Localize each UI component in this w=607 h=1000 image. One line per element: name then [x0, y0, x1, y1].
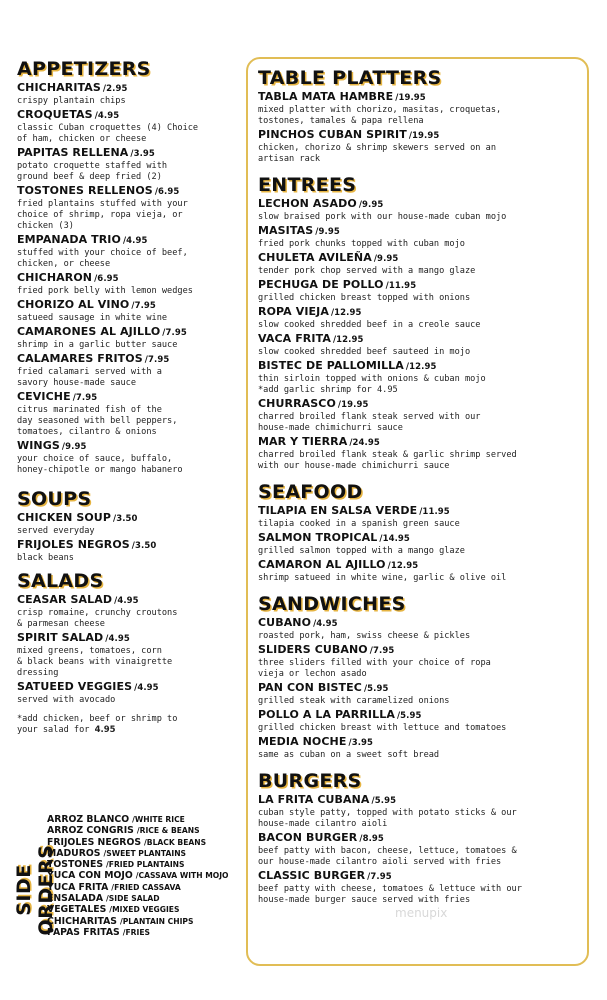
menu-item [258, 305, 587, 331]
menu-item-price: /4.95 [134, 683, 159, 693]
side-order-translation: /PLANTAIN CHIPS [119, 916, 194, 926]
side-order-translation: /SWEET PLANTAINS [103, 848, 187, 858]
menu-item-header [17, 271, 243, 286]
menu-item-price: /6.95 [154, 187, 180, 197]
menu-item [17, 680, 243, 706]
soups-section [17, 488, 243, 564]
menu-item-name: CHURRASCO [258, 397, 336, 410]
menu-item-name: CAMARON AL AJILLO [258, 558, 386, 571]
menu-item-price: /2.95 [102, 84, 128, 94]
menu-item-description: mixed greens, tomatoes, corn & black beans with vinaigrette dressing [17, 646, 173, 678]
menu-item-price: /12.95 [387, 561, 419, 571]
seafood-title: SEAFOOD [258, 481, 363, 503]
menu-item-description: charred broiled flank steak & garlic shrimp served with our house-made chimichurri sauce [258, 450, 517, 471]
menu-item-description: shrimp satueed in white wine, garlic & olive oil [258, 573, 507, 583]
side-order-translation: /SIDE SALAD [106, 894, 160, 904]
menu-item-name: SPIRIT SALAD [17, 631, 104, 644]
menu-item-name: CHORIZO AL VINO [17, 298, 130, 311]
menu-item [17, 538, 243, 564]
side-order-name: TOSTONES [47, 859, 104, 871]
side-order-name: ENSALADA [47, 893, 104, 905]
menu-item-description: citrus marinated fish of the day seasoned with bell peppers, tomatoes, cilantro & onions [17, 405, 178, 437]
menu-item-header [17, 439, 243, 454]
menu-item-name: CHICHARON [17, 271, 93, 284]
side-order-name: FRIJOLES NEGROS [47, 836, 142, 848]
menu-item [17, 108, 243, 145]
menu-item-header [258, 224, 587, 239]
side-order-item [47, 837, 229, 848]
menu-item-header [258, 558, 587, 573]
menu-item-name: CAMARONES AL AJILLO [17, 325, 161, 338]
menu-item-name: PECHUGA DE POLLO [258, 278, 384, 291]
menu-item-header [258, 735, 587, 750]
entrees-list [258, 197, 587, 472]
menu-item [258, 558, 587, 584]
side-order-item [47, 893, 229, 904]
side-order-translation: /FRIES [122, 927, 150, 937]
menu-item-header [258, 616, 587, 631]
menu-item-price: /5.95 [396, 711, 422, 721]
menu-item-description: chicken, chorizo & shrimp skewers served on an artisan rack [258, 143, 496, 164]
menu-item [17, 439, 243, 476]
appetizers-list [17, 81, 243, 476]
menu-item-header [17, 390, 243, 405]
menu-item [258, 397, 587, 434]
menu-item-header [17, 511, 243, 526]
menu-item-price: /4.95 [122, 236, 148, 246]
menu-item-name: SLIDERS CUBANO [258, 643, 368, 656]
menu-item-price: /3.95 [348, 738, 374, 748]
menu-item-name: LECHON ASADO [258, 197, 357, 210]
menu-item [17, 511, 243, 537]
menu-item [258, 708, 587, 734]
menu-item-header [258, 278, 587, 293]
menu-item-description: fried plantains stuffed with your choice of shrimp, ropa vieja, or chicken (3) [17, 199, 188, 231]
menu-item-name: CEASAR SALAD [17, 593, 113, 606]
side-order-translation: /RICE & BEANS [136, 826, 200, 836]
salad-add-note-text: *add chicken, beef or shrimp to your salad for [17, 714, 178, 735]
menu-item-name: FRIJOLES NEGROS [17, 538, 130, 551]
menu-item [258, 504, 587, 530]
menu-item-name: POLLO A LA PARRILLA [258, 708, 395, 721]
menu-item [17, 233, 243, 270]
burgers-title: BURGERS [258, 770, 362, 792]
menu-item-header [17, 81, 243, 96]
menu-item-description: slow cooked shredded beef sauteed in mojo [258, 347, 471, 357]
side-order-translation: /FRIED PLANTAINS [105, 860, 185, 870]
menu-item [258, 278, 587, 304]
burgers-list [258, 793, 587, 906]
menu-item-price: /19.95 [408, 131, 440, 141]
menu-item-price: /9.95 [373, 254, 399, 264]
menu-item-header [17, 184, 243, 199]
menu-item-description: satueed sausage in white wine [17, 313, 168, 323]
side-order-name: MADUROS [47, 847, 101, 859]
menu-item-description: grilled chicken breast with lettuce and tomatoes [258, 723, 507, 733]
menu-item-price: /24.95 [349, 438, 380, 448]
menu-item-header [17, 631, 243, 646]
menu-item-description: classic Cuban croquettes (4) Choice of ham, chicken or cheese [17, 123, 199, 144]
menu-item [258, 831, 587, 868]
menu-item [258, 332, 587, 358]
entrees-title: ENTREES [258, 174, 357, 196]
menu-item-header [258, 708, 587, 723]
menu-item-description: beef patty with cheese, tomatoes & lettuce with our house-made burger sauce served with fries [258, 884, 522, 905]
menu-item-header [258, 251, 587, 266]
menu-item-description: black beans [17, 553, 74, 563]
menu-item-name: CEVICHE [17, 390, 71, 403]
menu-item-name: EMPANADA TRIO [17, 233, 121, 246]
side-order-item [47, 859, 229, 870]
menu-item-header [258, 128, 587, 143]
menu-item-price: /4.95 [94, 111, 120, 121]
side-order-name: CHICHARITAS [47, 915, 117, 927]
side-order-name: ARROZ BLANCO [47, 814, 130, 825]
appetizers-title: APPETIZERS [17, 58, 151, 80]
menu-item-header [17, 298, 243, 313]
menu-item-name: BACON BURGER [258, 831, 358, 844]
menu-item-price: /4.95 [114, 596, 139, 606]
menu-item-description: crisp romaine, crunchy croutons & parmesan cheese [17, 608, 178, 629]
side-order-item [47, 848, 229, 859]
menu-item-price: /4.95 [105, 634, 130, 644]
menu-item-name: CHICKEN SOUP [17, 511, 111, 524]
menu-item-description: fried pork belly with lemon wedges [17, 286, 193, 296]
menu-item-header [17, 352, 243, 367]
menu-item-name: TOSTONES RELLENOS [17, 184, 153, 197]
appetizers-section [17, 58, 243, 476]
menu-item-price: /19.95 [395, 93, 426, 103]
side-order-name: PAPAS FRITAS [47, 926, 120, 938]
menu-item [258, 90, 587, 127]
menu-item-name: CHICHARITAS [17, 81, 101, 94]
table-platters-list [258, 90, 587, 165]
menu-item [17, 593, 243, 630]
menu-item [258, 735, 587, 761]
menu-item-description: tilapia cooked in a spanish green sauce [258, 519, 460, 529]
menu-item-header [17, 538, 243, 553]
table-platters-section [258, 67, 587, 165]
menu-item-description: potato croquette staffed with ground beef & deep fried (2) [17, 161, 168, 182]
menu-item-description: crispy plantain chips [17, 96, 126, 106]
soups-list [17, 511, 243, 564]
side-order-translation: /FRIED CASSAVA [111, 882, 181, 892]
menu-item-description: grilled salmon topped with a mango glaze [258, 546, 465, 556]
menu-item-price: /3.50 [113, 514, 138, 524]
menu-item-header [17, 146, 243, 161]
menu-item-price: /12.95 [405, 362, 437, 372]
menu-item-header [258, 681, 587, 696]
menu-item-description: fried calamari served with a savory house-made sauce [17, 367, 162, 388]
menu-item-header [17, 680, 243, 695]
menu-item-name: MAR Y TIERRA [258, 435, 348, 448]
menu-item [17, 298, 243, 324]
side-order-name: VEGETALES [47, 904, 107, 916]
menu-item-header [258, 305, 587, 320]
menu-item [258, 197, 587, 223]
menu-item-header [258, 869, 587, 884]
menu-item-description: grilled chicken breast topped with onions [258, 293, 471, 303]
salads-title: SALADS [17, 570, 104, 592]
menu-item-name: MEDIA NOCHE [258, 735, 347, 748]
side-orders-section [13, 814, 247, 954]
menu-item-description: three sliders filled with your choice of ropa vieja or lechon asado [258, 658, 491, 679]
menu-item [17, 352, 243, 389]
menu-item-header [17, 325, 243, 340]
side-order-name: ARROZ CONGRIS [47, 825, 134, 837]
side-order-item [47, 904, 229, 915]
menu-item-price: /7.95 [131, 301, 156, 311]
side-order-translation: /BLACK BEANS [144, 837, 207, 847]
menu-item-description: cuban style patty, topped with potato sticks & our house-made cilantro aioli [258, 808, 517, 829]
watermark: menupix [395, 906, 448, 920]
menu-item [17, 390, 243, 438]
menu-item [258, 616, 587, 642]
menu-item-description: thin sirloin topped with onions & cuban mojo *add garlic shrimp for 4.95 [258, 374, 486, 395]
menu-item-price: /5.95 [371, 796, 397, 806]
menu-item-name: VACA FRITA [258, 332, 331, 345]
menu-item [17, 631, 243, 679]
menu-item-name: CROQUETAS [17, 108, 93, 121]
menu-item-description: slow cooked shredded beef in a creole sauce [258, 320, 481, 330]
menu-item-price: /14.95 [379, 534, 410, 544]
menu-item-name: TABLA MATA HAMBRE [258, 90, 394, 103]
menu-item [258, 359, 587, 396]
seafood-list [258, 504, 587, 584]
menu-item-description: fried pork chunks topped with cuban mojo [258, 239, 465, 249]
menu-item-header [258, 332, 587, 347]
menu-item-header [17, 233, 243, 248]
entrees-section [258, 174, 587, 472]
menu-item-price: /9.95 [315, 227, 340, 237]
menu-item-description: served everyday [17, 526, 95, 536]
menu-item-header [258, 359, 587, 374]
menu-item-header [258, 643, 587, 658]
side-orders-title: SIDE ORDERS [13, 844, 57, 936]
menu-item-name: PAPITAS RELLENA [17, 146, 129, 159]
menu-item-description: same as cuban on a sweet soft bread [258, 750, 440, 760]
side-order-item [47, 916, 229, 927]
side-order-name: YUCA CON MOJO [47, 870, 133, 882]
left-column [17, 58, 243, 736]
menu-item-price: /5.95 [363, 684, 389, 694]
menu-item [258, 531, 587, 557]
menu-item-header [258, 831, 587, 846]
menu-item-price: /8.95 [359, 834, 384, 844]
sandwiches-title: SANDWICHES [258, 593, 406, 615]
menu-item [258, 643, 587, 680]
side-order-item [47, 814, 229, 825]
menu-item-header [258, 504, 587, 519]
menu-item-name: CALAMARES FRITOS [17, 352, 143, 365]
menu-item-header [258, 435, 587, 450]
menu-item-price: /11.95 [385, 281, 417, 291]
menu-item-description: beef patty with bacon, cheese, lettuce, tomatoes & our house-made cilantro aioli served with fries [258, 846, 517, 867]
menu-item-price: /12.95 [330, 308, 362, 318]
burgers-section [258, 770, 587, 906]
menu-item-price: /6.95 [94, 274, 119, 284]
menu-item [258, 793, 587, 830]
menu-item-name: CLASSIC BURGER [258, 869, 366, 882]
salads-list [17, 593, 243, 706]
side-orders-list [47, 814, 229, 938]
menu-item-price: /11.95 [419, 507, 450, 517]
side-order-translation: /WHITE RICE [132, 815, 185, 824]
menu-item-description: stuffed with your choice of beef, chicken, or cheese [17, 248, 188, 269]
menu-item-price: /7.95 [144, 355, 170, 365]
right-column [246, 57, 589, 966]
menu-item-price: /9.95 [61, 442, 87, 452]
menu-item [17, 271, 243, 297]
menu-item-price: /4.95 [313, 619, 338, 629]
menu-item-description: served with avocado [17, 695, 116, 705]
menu-item-price: /7.95 [369, 646, 395, 656]
menu-item-name: BISTEC DE PALLOMILLA [258, 359, 404, 372]
menu-item [258, 869, 587, 906]
soups-title: SOUPS [17, 488, 92, 510]
menu-item-description: mixed platter with chorizo, masitas, croquetas, tostones, tamales & papa rellena [258, 105, 502, 126]
salads-section [17, 570, 243, 736]
menu-item-description: tender pork chop served with a mango glaze [258, 266, 476, 276]
menu-item-name: TILAPIA EN SALSA VERDE [258, 504, 418, 517]
menu-item-header [17, 593, 243, 608]
side-order-translation: /MIXED VEGGIES [109, 905, 180, 915]
menu-item [258, 251, 587, 277]
menu-item-header [258, 197, 587, 212]
menu-item-name: PINCHOS CUBAN SPIRIT [258, 128, 407, 141]
menu-item-price: /12.95 [332, 335, 364, 345]
side-order-item [47, 927, 229, 938]
menu-item-price: /7.95 [72, 393, 98, 403]
menu-item-price: /7.95 [367, 872, 392, 882]
side-order-translation: /CASSAVA WITH MOJO [135, 871, 229, 881]
menu-item-description: charred broiled flank steak served with our house-made chimichurri sauce [258, 412, 481, 433]
menu-item [258, 128, 587, 165]
menu-item-description: your choice of sauce, buffalo, honey-chipotle or mango habanero [17, 454, 183, 475]
menu-item-price: /3.95 [130, 149, 155, 159]
menu-item-header [258, 397, 587, 412]
menu-item-description: shrimp in a garlic butter sauce [17, 340, 178, 350]
salad-add-price: 4.95 [94, 725, 116, 735]
side-order-item [47, 825, 229, 836]
menu-item-description: slow braised pork with our house-made cuban mojo [258, 212, 507, 222]
menu-item-name: CHULETA AVILEÑA [258, 251, 372, 264]
salad-add-note [17, 714, 243, 736]
menu-item-name: MASITAS [258, 224, 314, 237]
menu-item-name: LA FRITA CUBANA [258, 793, 370, 806]
menu-item-header [258, 531, 587, 546]
menu-item-name: ROPA VIEJA [258, 305, 329, 318]
menu-item-price: /19.95 [337, 400, 369, 410]
menu-item-name: PAN CON BISTEC [258, 681, 362, 694]
menu-item-description: roasted pork, ham, swiss cheese & pickles [258, 631, 471, 641]
side-order-item [47, 870, 229, 881]
menu-item [258, 435, 587, 472]
menu-item-header [258, 793, 587, 808]
menu-item-price: /7.95 [162, 328, 187, 338]
sandwiches-section [258, 593, 587, 761]
menu-item-name: CUBANO [258, 616, 312, 629]
menu-item [17, 325, 243, 351]
menu-item-name: SATUEED VEGGIES [17, 680, 133, 693]
menu-item-header [17, 108, 243, 123]
menu-item-header [258, 90, 587, 105]
table-platters-title: TABLE PLATTERS [258, 67, 442, 89]
seafood-section [258, 481, 587, 584]
side-order-item [47, 882, 229, 893]
menu-item-description: grilled steak with caramelized onions [258, 696, 450, 706]
menu-item [258, 224, 587, 250]
menu-item-price: /3.50 [131, 541, 157, 551]
menu-item [17, 81, 243, 107]
sandwiches-list [258, 616, 587, 761]
menu-item-price: /9.95 [358, 200, 384, 210]
menu-item-name: WINGS [17, 439, 60, 452]
side-order-name: YUCA FRITA [47, 881, 109, 893]
menu-item [17, 146, 243, 183]
menu-item-name: SALMON TROPICAL [258, 531, 378, 544]
menu-item [258, 681, 587, 707]
menu-item [17, 184, 243, 232]
